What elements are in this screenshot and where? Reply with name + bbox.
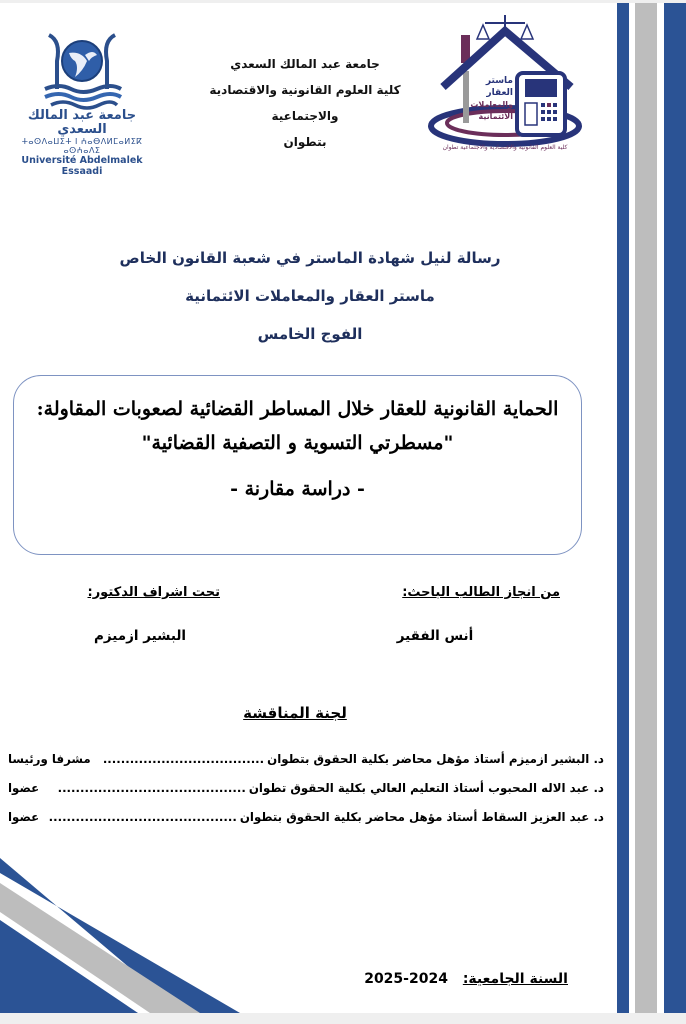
academic-year-label: السنة الجامعية: [462, 971, 568, 987]
committee-member [8, 803, 604, 832]
svg-text:العقار: العقار [486, 88, 513, 98]
supervisor-name: البشير ازميزم [93, 628, 187, 644]
right-stripe-gray [635, 3, 657, 1013]
cohort-line: الفوج الخامس [257, 325, 363, 343]
svg-text:ماستر: ماستر [485, 76, 513, 86]
member-dots: .......................................... [57, 781, 246, 795]
degree-line: رسالة لنيل شهادة الماستر في شعبة القانون الخاص [119, 249, 501, 267]
member-role: عضوا [8, 810, 40, 824]
thesis-title-line1: الحماية القانونية للعقار خلال المساطر القضائية لصعوبات المقاولة: [36, 398, 559, 420]
student-label: من انجاز الطالب الباحث: [402, 585, 560, 600]
student-name: أنس الفقير [396, 628, 474, 644]
bottom-left-diagonal-stripes [0, 843, 260, 1013]
committee-list [8, 745, 604, 832]
university-dove-globe-icon [39, 31, 125, 111]
committee-member [8, 745, 604, 774]
university-logo [14, 31, 150, 177]
committee-title: لجنة المناقشة [243, 704, 347, 722]
svg-text:كلية العلوم القانونية والاقتصا: كلية العلوم القانونية والاقتصادية والاجتماعية تطوان [442, 144, 568, 151]
svg-text:الائتمانية: الائتمانية [478, 112, 513, 121]
university-name: جامعة عبد المالك السعدي [230, 57, 380, 71]
student-block [370, 585, 560, 644]
member-dots: .......................................... [48, 810, 237, 824]
thesis-title-line2: "مسطرتي التسوية و التصفية القضائية" [141, 432, 454, 454]
university-french-name: Université Abdelmalek Essaadi [21, 155, 143, 177]
member-description: د. عبد العزيز السقاط أستاذ مؤهل محاضر بكلية الحقوق بتطوان [239, 810, 604, 824]
member-description: د. عبد الاله المحبوب أستاذ التعليم العالي بكلية الحقوق تطوان [248, 781, 604, 795]
supervisor-label: تحت اشراف الدكتور: [87, 585, 220, 600]
thesis-title-line3: - دراسة مقارنة - [230, 478, 365, 500]
thesis-cover-page [0, 3, 686, 1013]
member-role: عضوا [8, 781, 40, 795]
member-description: د. البشير ازميزم أستاذ مؤهل محاضر بكلية الحقوق بتطوان [267, 752, 604, 766]
institution-header [180, 51, 430, 155]
thesis-title-box [13, 375, 582, 555]
member-role: مشرفا ورئيسا [8, 752, 91, 766]
academic-year [318, 971, 568, 987]
svg-text:والمعاملات: والمعاملات [470, 100, 513, 109]
faculty-name: كلية العلوم القانونية والاقتصادية والاجتماعية [209, 83, 401, 123]
city-name: بتطوان [283, 135, 327, 149]
right-stripe-blue-thin [617, 3, 629, 1013]
academic-year-value: 2025-2024 [364, 971, 448, 987]
supervisor-block [60, 585, 220, 644]
thesis-info [60, 239, 560, 353]
university-tifinagh-name: ⵜⴰⵙⴷⴰⵡⵉⵜ ⵏ ⵄⴰⴱⴷⵍⵎⴰⵍⵉⴽ ⴰⵙⵄⴰⴷⵉ [21, 137, 143, 155]
university-arabic-name: جامعة عبد المالك السعدي [27, 108, 137, 137]
committee-member [8, 774, 604, 803]
right-stripe-blue-wide [664, 3, 686, 1013]
program-line: ماستر العقار والمعاملات الائتمانية [185, 287, 435, 305]
member-dots: .................................... [102, 752, 265, 766]
house-scales-logo-icon [425, 13, 585, 153]
